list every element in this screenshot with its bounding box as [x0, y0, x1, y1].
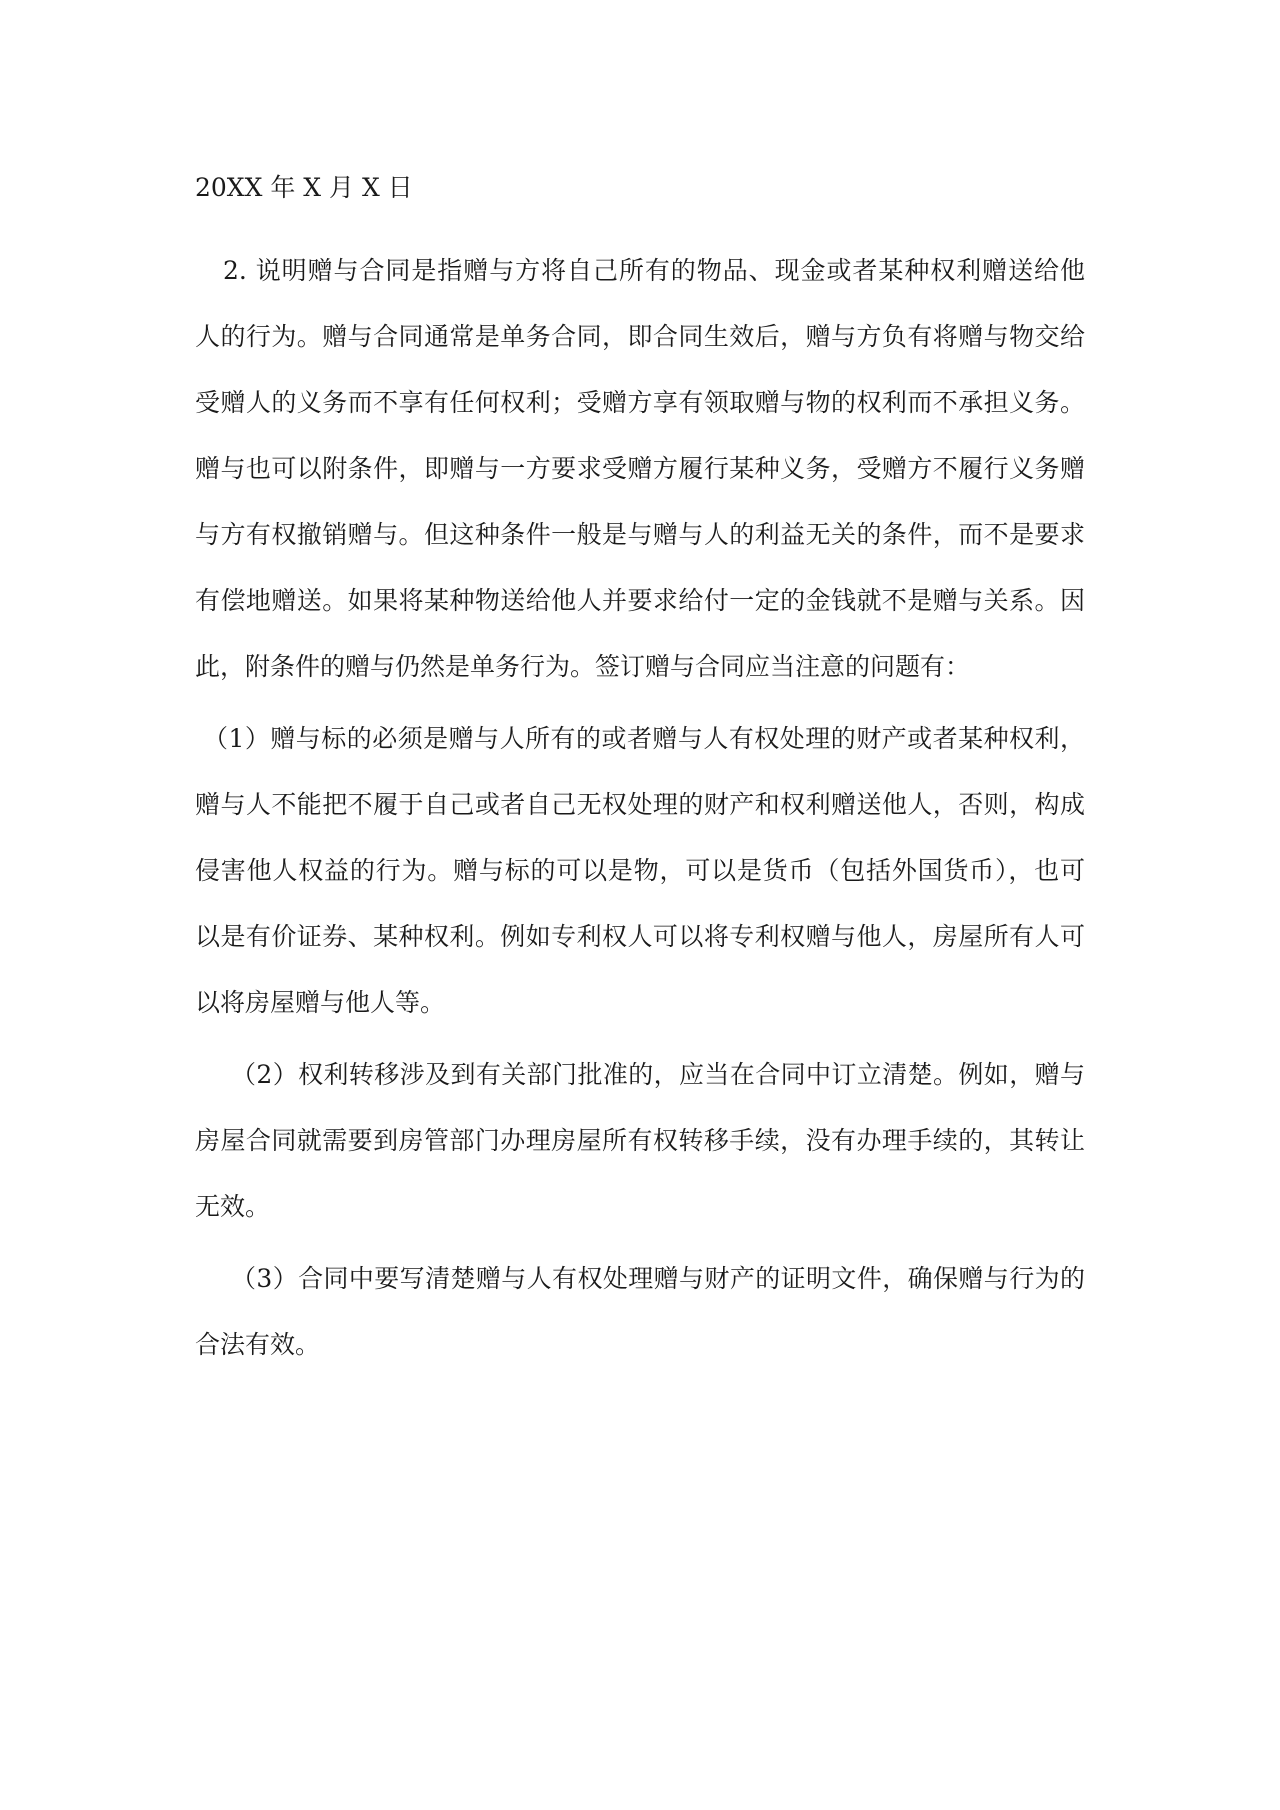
paragraph-line: 受赠人的义务而不享有任何权利；受赠方享有领取赠与物的权利而不承担义务。 [195, 388, 1085, 417]
item-2-paragraph [195, 1042, 1085, 1240]
paragraph-line: （1）赠与标的必须是赠与人所有的或者赠与人有权处理的财产或者某种权利， [203, 724, 1085, 753]
paragraph-line: （2）权利转移涉及到有关部门批准的，应当在合同中订立清楚。例如，赠与 [231, 1060, 1085, 1089]
paragraph-line: 无效。 [195, 1192, 271, 1221]
paragraph-line: 2. 说明赠与合同是指赠与方将自己所有的物品、现金或者某种权利赠送给他 [197, 256, 1085, 285]
paragraph-line: 侵害他人权益的行为。赠与标的可以是物，可以是货币（包括外国货币），也可 [195, 856, 1085, 885]
paragraph-line: 以是有价证券、某种权利。例如专利权人可以将专利权赠与他人，房屋所有人可 [195, 922, 1085, 951]
paragraph-line: 房屋合同就需要到房管部门办理房屋所有权转移手续，没有办理手续的，其转让 [195, 1126, 1085, 1155]
paragraph-line: 人的行为。赠与合同通常是单务合同，即合同生效后，赠与方负有将赠与物交给 [195, 322, 1085, 351]
paragraph-line: 合法有效。 [195, 1330, 321, 1359]
section-2-paragraph [195, 238, 1085, 700]
item-3-paragraph [195, 1246, 1085, 1378]
document-date: 20XX 年 X 月 X 日 [195, 173, 413, 202]
document-page [195, 168, 1085, 1378]
paragraph-line: 赠与人不能把不履于自己或者自己无权处理的财产和权利赠送他人，否则，构成 [195, 790, 1085, 819]
paragraph-line: 以将房屋赠与他人等。 [195, 988, 446, 1017]
paragraph-line: 有偿地赠送。如果将某种物送给他人并要求给付一定的金钱就不是赠与关系。因 [195, 586, 1085, 615]
paragraph-line: 赠与也可以附条件，即赠与一方要求受赠方履行某种义务，受赠方不履行义务赠 [195, 454, 1085, 483]
paragraph-line: （3）合同中要写清楚赠与人有权处理赠与财产的证明文件，确保赠与行为的 [231, 1264, 1085, 1293]
paragraph-line: 与方有权撤销赠与。但这种条件一般是与赠与人的利益无关的条件，而不是要求 [195, 520, 1085, 549]
paragraph-line: 此，附条件的赠与仍然是单务行为。签订赠与合同应当注意的问题有： [195, 652, 971, 681]
item-1-paragraph [195, 706, 1085, 1036]
